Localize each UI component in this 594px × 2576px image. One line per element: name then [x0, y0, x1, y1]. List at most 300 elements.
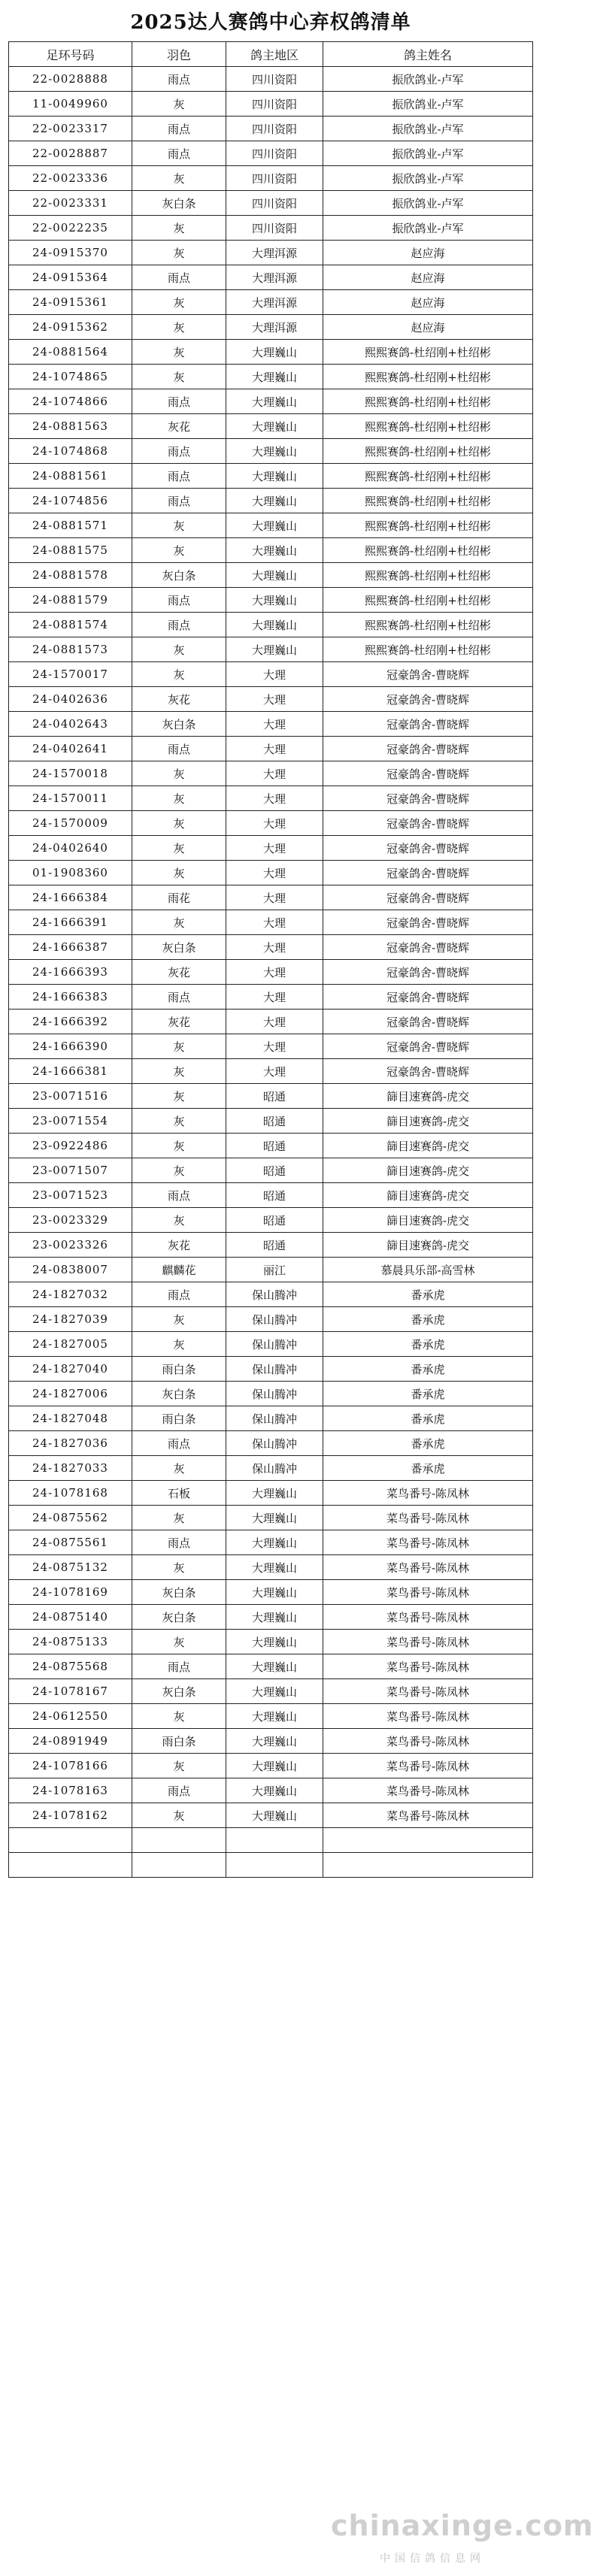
owner-region-cell: 大理巍山 [226, 1803, 323, 1828]
owner-region-cell: 四川资阳 [226, 92, 323, 117]
table-row [9, 464, 533, 489]
owner-region-cell: 四川资阳 [226, 67, 323, 92]
table-row [9, 1282, 533, 1307]
owner-region-cell: 昭通 [226, 1084, 323, 1109]
table-row [9, 1382, 533, 1406]
table-row [9, 761, 533, 786]
feather-color-cell: 雨点 [132, 1530, 226, 1555]
ring-number-cell: 24-0881564 [9, 340, 132, 365]
table-row [9, 985, 533, 1010]
table-row [9, 637, 533, 662]
owner-name-cell: 篩目速赛鸽-虎交 [323, 1109, 533, 1134]
owner-region-cell: 大理巍山 [226, 1555, 323, 1580]
table-row [9, 1456, 533, 1481]
feather-color-cell: 灰白条 [132, 1605, 226, 1630]
owner-region-cell: 大理洱源 [226, 315, 323, 340]
feather-color-cell: 灰白条 [132, 191, 226, 216]
ring-number-cell: 24-1827040 [9, 1357, 132, 1382]
owner-name-cell: 熙熙赛鸽-杜绍刚+杜绍彬 [323, 538, 533, 563]
feather-color-cell [132, 1853, 226, 1878]
table-row [9, 141, 533, 166]
ring-number-cell: 24-1078166 [9, 1754, 132, 1778]
owner-region-cell: 大理 [226, 761, 323, 786]
feather-color-cell: 灰花 [132, 1233, 226, 1258]
owner-region-cell: 大理 [226, 910, 323, 935]
owner-name-cell: 赵应海 [323, 290, 533, 315]
table-row [9, 786, 533, 811]
ring-number-cell: 24-1074868 [9, 439, 132, 464]
feather-color-cell: 雨点 [132, 985, 226, 1010]
table-header-row [9, 42, 533, 67]
feather-color-cell: 雨点 [132, 464, 226, 489]
feather-color-cell: 灰 [132, 365, 226, 389]
ring-number-cell: 24-1666383 [9, 985, 132, 1010]
feather-color-cell: 灰白条 [132, 1382, 226, 1406]
feather-color-cell: 灰白条 [132, 935, 226, 960]
table-body [9, 67, 533, 1878]
owner-name-cell: 篩目速赛鸽-虎交 [323, 1208, 533, 1233]
owner-region-cell: 保山腾冲 [226, 1307, 323, 1332]
owner-name-cell: 赵应海 [323, 315, 533, 340]
feather-color-cell: 灰 [132, 1109, 226, 1134]
table-row [9, 1034, 533, 1059]
table-row [9, 241, 533, 265]
owner-region-cell: 大理洱源 [226, 241, 323, 265]
ring-number-cell: 24-1570011 [9, 786, 132, 811]
ring-number-cell: 24-0838007 [9, 1258, 132, 1282]
owner-name-cell: 冠豪鸽舍-曹晓辉 [323, 1059, 533, 1084]
ring-number-cell: 24-0881575 [9, 538, 132, 563]
ring-number-cell: 22-0023336 [9, 166, 132, 191]
feather-color-cell: 灰 [132, 315, 226, 340]
table-row [9, 1010, 533, 1034]
feather-color-cell: 灰 [132, 1555, 226, 1580]
owner-region-cell: 丽江 [226, 1258, 323, 1282]
ring-number-cell: 24-1827033 [9, 1456, 132, 1481]
table-row [9, 861, 533, 885]
owner-name-cell: 菜鸟番号-陈凤林 [323, 1580, 533, 1605]
owner-region-cell: 大理巍山 [226, 1481, 323, 1506]
owner-region-cell: 大理 [226, 836, 323, 861]
owner-region-cell: 大理巍山 [226, 1630, 323, 1654]
owner-name-cell: 振欣鸽业-卢军 [323, 92, 533, 117]
owner-region-cell: 昭通 [226, 1158, 323, 1183]
table-row [9, 1605, 533, 1630]
feather-color-cell: 灰 [132, 910, 226, 935]
ring-number-cell: 24-1078167 [9, 1679, 132, 1704]
owner-name-cell: 番承虎 [323, 1431, 533, 1456]
table-row [9, 885, 533, 910]
table-row [9, 1332, 533, 1357]
feather-color-cell: 灰 [132, 836, 226, 861]
table-row [9, 1258, 533, 1282]
owner-name-cell: 熙熙赛鸽-杜绍刚+杜绍彬 [323, 513, 533, 538]
feather-color-cell: 雨点 [132, 489, 226, 513]
ring-number-cell: 22-0028887 [9, 141, 132, 166]
owner-name-cell: 赵应海 [323, 241, 533, 265]
feather-color-cell: 灰 [132, 786, 226, 811]
owner-region-cell: 大理巍山 [226, 1506, 323, 1530]
owner-name-cell: 篩目速赛鸽-虎交 [323, 1134, 533, 1158]
feather-color-cell: 灰 [132, 861, 226, 885]
feather-color-cell: 雨点 [132, 1654, 226, 1679]
page-title: 2025达人赛鸽中心弃权鸽清单 [130, 11, 411, 34]
ring-number-cell: 24-0915361 [9, 290, 132, 315]
owner-region-cell: 大理 [226, 960, 323, 985]
feather-color-cell: 灰 [132, 216, 226, 241]
feather-color-cell: 灰 [132, 761, 226, 786]
table-row [9, 687, 533, 712]
feather-color-cell [132, 1828, 226, 1853]
table-row [9, 588, 533, 613]
table-row [9, 290, 533, 315]
ring-number-cell: 24-0875568 [9, 1654, 132, 1679]
feather-color-cell: 灰 [132, 538, 226, 563]
owner-region-cell: 大理 [226, 737, 323, 761]
owner-region-cell: 大理巍山 [226, 365, 323, 389]
owner-region-cell: 大理巍山 [226, 389, 323, 414]
owner-name-cell: 熙熙赛鸽-杜绍刚+杜绍彬 [323, 389, 533, 414]
table-row [9, 1059, 533, 1084]
ring-number-cell: 24-1666393 [9, 960, 132, 985]
ring-number-cell: 24-0875140 [9, 1605, 132, 1630]
owner-name-cell: 菜鸟番号-陈凤林 [323, 1754, 533, 1778]
owner-region-cell: 昭通 [226, 1134, 323, 1158]
owner-region-cell: 保山腾冲 [226, 1406, 323, 1431]
owner-name-cell: 振欣鸽业-卢军 [323, 166, 533, 191]
feather-color-cell: 雨点 [132, 613, 226, 637]
table-row [9, 67, 533, 92]
table-row [9, 1431, 533, 1456]
feather-color-cell: 灰 [132, 166, 226, 191]
owner-region-cell: 大理巍山 [226, 439, 323, 464]
table-row [9, 960, 533, 985]
ring-number-cell: 24-1827005 [9, 1332, 132, 1357]
feather-color-cell: 灰 [132, 290, 226, 315]
feather-color-cell: 灰花 [132, 414, 226, 439]
feather-color-cell: 灰花 [132, 1010, 226, 1034]
owner-name-cell: 菜鸟番号-陈凤林 [323, 1530, 533, 1555]
table-row [9, 1530, 533, 1555]
owner-region-cell: 大理巍山 [226, 340, 323, 365]
ring-number-cell: 24-1570017 [9, 662, 132, 687]
feather-color-cell: 雨点 [132, 588, 226, 613]
table-row [9, 1630, 533, 1654]
table-row [9, 1853, 533, 1878]
owner-name-cell: 熙熙赛鸽-杜绍刚+杜绍彬 [323, 489, 533, 513]
table-row [9, 1233, 533, 1258]
feather-color-cell: 雨白条 [132, 1406, 226, 1431]
feather-color-cell: 灰 [132, 241, 226, 265]
table-row [9, 1803, 533, 1828]
ring-number-cell: 24-1666390 [9, 1034, 132, 1059]
table-row [9, 935, 533, 960]
owner-name-cell: 番承虎 [323, 1282, 533, 1307]
owner-region-cell: 大理 [226, 985, 323, 1010]
ring-number-cell: 23-0922486 [9, 1134, 132, 1158]
owner-region-cell: 大理 [226, 786, 323, 811]
owner-region-cell: 昭通 [226, 1208, 323, 1233]
feather-color-cell: 灰 [132, 1158, 226, 1183]
table-row [9, 513, 533, 538]
table-row [9, 1778, 533, 1803]
owner-name-cell: 熙熙赛鸽-杜绍刚+杜绍彬 [323, 414, 533, 439]
table-row [9, 1754, 533, 1778]
table-row [9, 1506, 533, 1530]
owner-name-cell: 篩目速赛鸽-虎交 [323, 1183, 533, 1208]
owner-name-cell: 篩目速赛鸽-虎交 [323, 1158, 533, 1183]
feather-color-cell: 灰 [132, 637, 226, 662]
table-row [9, 1307, 533, 1332]
ring-number-cell: 01-1908360 [9, 861, 132, 885]
feather-color-cell: 雨点 [132, 1431, 226, 1456]
table-row [9, 365, 533, 389]
ring-number-cell: 24-1074866 [9, 389, 132, 414]
owner-region-cell: 大理 [226, 1034, 323, 1059]
table-row [9, 811, 533, 836]
owner-name-cell: 冠豪鸽舍-曹晓辉 [323, 885, 533, 910]
owner-name-cell: 菜鸟番号-陈凤林 [323, 1729, 533, 1754]
table-row [9, 1828, 533, 1853]
ring-number-cell: 24-0875562 [9, 1506, 132, 1530]
feather-color-cell: 灰 [132, 92, 226, 117]
owner-region-cell: 大理巍山 [226, 1530, 323, 1555]
feather-color-cell: 雨点 [132, 1183, 226, 1208]
owner-region-cell: 大理巍山 [226, 588, 323, 613]
ring-number-cell [9, 1828, 132, 1853]
owner-region-cell: 昭通 [226, 1183, 323, 1208]
owner-region-cell: 大理 [226, 935, 323, 960]
owner-name-cell: 菜鸟番号-陈凤林 [323, 1679, 533, 1704]
feather-color-cell: 灰 [132, 1208, 226, 1233]
feather-color-cell: 雨点 [132, 439, 226, 464]
owner-region-cell: 保山腾冲 [226, 1357, 323, 1382]
owner-name-cell: 熙熙赛鸽-杜绍刚+杜绍彬 [323, 464, 533, 489]
table-row [9, 216, 533, 241]
ring-number-cell: 23-0071507 [9, 1158, 132, 1183]
feather-color-cell: 灰 [132, 1307, 226, 1332]
owner-region-cell: 四川资阳 [226, 216, 323, 241]
table-row [9, 489, 533, 513]
owner-name-cell: 菜鸟番号-陈凤林 [323, 1778, 533, 1803]
ring-number-cell: 24-1570009 [9, 811, 132, 836]
ring-number-cell: 24-0875561 [9, 1530, 132, 1555]
table-row [9, 92, 533, 117]
table-row [9, 1679, 533, 1704]
table-row [9, 191, 533, 216]
ring-number-cell: 24-1078162 [9, 1803, 132, 1828]
owner-name-cell: 振欣鸽业-卢军 [323, 191, 533, 216]
owner-name-cell: 冠豪鸽舍-曹晓辉 [323, 662, 533, 687]
table-row [9, 836, 533, 861]
owner-name-cell: 熙熙赛鸽-杜绍刚+杜绍彬 [323, 365, 533, 389]
owner-name-cell: 番承虎 [323, 1456, 533, 1481]
feather-color-cell: 灰白条 [132, 1679, 226, 1704]
owner-region-cell: 昭通 [226, 1109, 323, 1134]
owner-region-cell: 大理 [226, 662, 323, 687]
ring-number-cell: 23-0071554 [9, 1109, 132, 1134]
ring-number-cell [9, 1853, 132, 1878]
ring-number-cell: 23-0023329 [9, 1208, 132, 1233]
ring-number-cell: 24-1078168 [9, 1481, 132, 1506]
ring-number-cell: 24-1827039 [9, 1307, 132, 1332]
ring-number-cell: 24-0402640 [9, 836, 132, 861]
table-row [9, 1654, 533, 1679]
ring-number-cell: 24-1666387 [9, 935, 132, 960]
feather-color-cell: 灰 [132, 1456, 226, 1481]
ring-number-cell: 24-0402643 [9, 712, 132, 737]
feather-color-cell: 灰 [132, 1134, 226, 1158]
table-row [9, 1729, 533, 1754]
owner-region-cell [226, 1853, 323, 1878]
owner-region-cell: 大理巍山 [226, 414, 323, 439]
feather-color-cell: 灰 [132, 1754, 226, 1778]
owner-region-cell: 大理 [226, 811, 323, 836]
owner-name-cell: 菜鸟番号-陈凤林 [323, 1654, 533, 1679]
ring-number-cell: 23-0071523 [9, 1183, 132, 1208]
ring-number-cell: 22-0023331 [9, 191, 132, 216]
owner-name-cell: 冠豪鸽舍-曹晓辉 [323, 761, 533, 786]
ring-number-cell: 24-0402641 [9, 737, 132, 761]
table-row [9, 1580, 533, 1605]
owner-name-cell: 菜鸟番号-陈凤林 [323, 1481, 533, 1506]
owner-name-cell: 熙熙赛鸽-杜绍刚+杜绍彬 [323, 637, 533, 662]
feather-color-cell: 灰花 [132, 960, 226, 985]
table-row [9, 166, 533, 191]
owner-name-cell: 菜鸟番号-陈凤林 [323, 1630, 533, 1654]
ring-number-cell: 24-0881571 [9, 513, 132, 538]
table-row [9, 389, 533, 414]
ring-number-cell: 24-0915370 [9, 241, 132, 265]
owner-name-cell: 冠豪鸽舍-曹晓辉 [323, 811, 533, 836]
table-row [9, 538, 533, 563]
ring-number-cell: 24-0881561 [9, 464, 132, 489]
ring-number-cell: 22-0022235 [9, 216, 132, 241]
owner-name-cell [323, 1853, 533, 1878]
table-row [9, 340, 533, 365]
table-row [9, 439, 533, 464]
ring-number-cell: 24-0612550 [9, 1704, 132, 1729]
ring-number-cell: 11-0049960 [9, 92, 132, 117]
feather-color-cell: 灰 [132, 1034, 226, 1059]
ring-number-cell: 24-0881563 [9, 414, 132, 439]
feather-color-cell: 雨点 [132, 737, 226, 761]
feather-color-cell: 雨点 [132, 389, 226, 414]
owner-region-cell: 四川资阳 [226, 166, 323, 191]
feather-color-cell: 灰 [132, 1506, 226, 1530]
owner-name-cell: 冠豪鸽舍-曹晓辉 [323, 786, 533, 811]
ring-number-cell: 24-1570018 [9, 761, 132, 786]
owner-name-cell: 冠豪鸽舍-曹晓辉 [323, 960, 533, 985]
owner-region-cell: 保山腾冲 [226, 1456, 323, 1481]
owner-name-cell: 振欣鸽业-卢军 [323, 141, 533, 166]
owner-name-cell: 熙熙赛鸽-杜绍刚+杜绍彬 [323, 613, 533, 637]
owner-region-cell: 昭通 [226, 1233, 323, 1258]
owner-region-cell: 大理 [226, 861, 323, 885]
feather-color-cell: 灰 [132, 811, 226, 836]
table-row [9, 910, 533, 935]
ring-number-cell: 23-0071516 [9, 1084, 132, 1109]
owner-region-cell: 四川资阳 [226, 141, 323, 166]
table-row [9, 1109, 533, 1134]
table-row [9, 613, 533, 637]
feather-color-cell: 灰 [132, 1059, 226, 1084]
owner-region-cell: 大理 [226, 1059, 323, 1084]
table-row [9, 1555, 533, 1580]
ring-number-cell: 24-0915362 [9, 315, 132, 340]
owner-region-cell: 大理巍山 [226, 464, 323, 489]
owner-name-cell: 菜鸟番号-陈凤林 [323, 1803, 533, 1828]
feather-color-cell: 灰 [132, 513, 226, 538]
table-row [9, 1208, 533, 1233]
owner-name-cell: 冠豪鸽舍-曹晓辉 [323, 836, 533, 861]
feather-color-cell: 雨白条 [132, 1729, 226, 1754]
table-row [9, 315, 533, 340]
feather-color-cell: 灰 [132, 1630, 226, 1654]
owner-name-cell: 慕晨具乐部-高雪林 [323, 1258, 533, 1282]
owner-name-cell: 番承虎 [323, 1357, 533, 1382]
ring-number-cell: 24-0881573 [9, 637, 132, 662]
ring-number-cell: 24-1074856 [9, 489, 132, 513]
feather-color-cell: 雨点 [132, 1282, 226, 1307]
table-row [9, 662, 533, 687]
owner-region-cell: 大理洱源 [226, 265, 323, 290]
owner-name-cell: 熙熙赛鸽-杜绍刚+杜绍彬 [323, 340, 533, 365]
owner-name-cell: 菜鸟番号-陈凤林 [323, 1704, 533, 1729]
owner-name-cell: 振欣鸽业-卢军 [323, 216, 533, 241]
owner-region-cell: 大理巍山 [226, 637, 323, 662]
owner-name-cell: 赵应海 [323, 265, 533, 290]
ring-number-cell: 22-0028888 [9, 67, 132, 92]
owner-name-cell: 冠豪鸽舍-曹晓辉 [323, 985, 533, 1010]
ring-number-cell: 24-0881578 [9, 563, 132, 588]
owner-region-cell: 大理巍山 [226, 1605, 323, 1630]
owner-name-cell: 冠豪鸽舍-曹晓辉 [323, 1010, 533, 1034]
owner-region-cell: 大理洱源 [226, 290, 323, 315]
ring-number-cell: 24-1666392 [9, 1010, 132, 1034]
owner-name-cell: 振欣鸽业-卢军 [323, 117, 533, 141]
header-feather-color: 羽色 [132, 42, 226, 67]
owner-region-cell: 保山腾冲 [226, 1431, 323, 1456]
owner-name-cell: 冠豪鸽舍-曹晓辉 [323, 687, 533, 712]
owner-name-cell: 冠豪鸽舍-曹晓辉 [323, 910, 533, 935]
ring-number-cell: 24-1666381 [9, 1059, 132, 1084]
owner-name-cell [323, 1828, 533, 1853]
ring-number-cell: 24-1827048 [9, 1406, 132, 1431]
watermark-subtitle: 中国信鸽信息网 [380, 2553, 485, 2565]
ring-number-cell: 24-1078163 [9, 1778, 132, 1803]
feather-color-cell: 灰花 [132, 687, 226, 712]
owner-name-cell: 番承虎 [323, 1382, 533, 1406]
table-row [9, 563, 533, 588]
owner-name-cell: 菜鸟番号-陈凤林 [323, 1555, 533, 1580]
owner-region-cell: 大理巍山 [226, 1580, 323, 1605]
feather-color-cell: 石板 [132, 1481, 226, 1506]
owner-name-cell: 篩目速赛鸽-虎交 [323, 1084, 533, 1109]
owner-region-cell: 大理巍山 [226, 613, 323, 637]
forfeit-pigeon-table [8, 41, 533, 1878]
ring-number-cell: 24-0875132 [9, 1555, 132, 1580]
owner-region-cell: 大理巍山 [226, 538, 323, 563]
feather-color-cell: 灰 [132, 340, 226, 365]
ring-number-cell: 24-1827036 [9, 1431, 132, 1456]
feather-color-cell: 灰白条 [132, 1580, 226, 1605]
feather-color-cell: 雨点 [132, 67, 226, 92]
owner-name-cell: 冠豪鸽舍-曹晓辉 [323, 1034, 533, 1059]
owner-region-cell: 大理巍山 [226, 1729, 323, 1754]
owner-region-cell: 大理巍山 [226, 513, 323, 538]
owner-region-cell: 大理巍山 [226, 489, 323, 513]
